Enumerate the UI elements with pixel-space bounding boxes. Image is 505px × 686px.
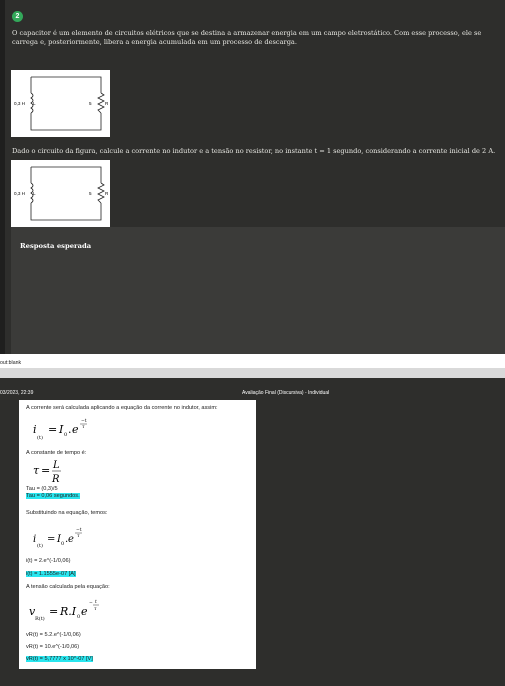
svg-text:0: 0 xyxy=(64,432,68,438)
circuit-diagram-1 xyxy=(11,70,110,137)
question-number-badge: 2 xyxy=(12,11,23,22)
svg-text:τ: τ xyxy=(82,425,85,430)
svg-text:−t: −t xyxy=(76,528,82,533)
svg-text:−: − xyxy=(89,601,93,606)
svg-text:=: = xyxy=(49,605,59,618)
page-separator xyxy=(0,368,505,378)
svg-text:τ: τ xyxy=(77,534,80,539)
current-result: i(t) = 1.1555e-07 [A] xyxy=(26,571,76,577)
inductor-value: 0,3 H xyxy=(14,101,25,106)
svg-text:e: e xyxy=(81,605,88,618)
resistor-label: R xyxy=(105,191,109,196)
svg-text:τ: τ xyxy=(94,607,97,612)
svg-text:.: . xyxy=(68,423,72,436)
tau-line-2 xyxy=(26,493,80,499)
equation-resistor-voltage xyxy=(27,598,117,626)
svg-text:e: e xyxy=(68,534,74,545)
current-line-1: i(t) = 2.e^(-1/0,06) xyxy=(26,558,71,564)
print-title: Avaliação Final (Discursiva) - Individual xyxy=(242,390,330,396)
circuit-diagram-2 xyxy=(11,160,110,227)
inductor-value: 0,3 H xyxy=(14,191,25,196)
inductor-label: L xyxy=(33,101,36,106)
substitution-line: Substituindo na equação, temos: xyxy=(26,510,108,516)
resistor-value: 5 xyxy=(89,101,92,106)
answer-card xyxy=(19,400,256,669)
tension-line: A tensão calculada pela equação: xyxy=(26,584,110,590)
svg-text:R(t): R(t) xyxy=(35,616,45,622)
svg-text:−t: −t xyxy=(81,419,87,424)
voltage-result: vR(t) = 5,7777 x 10^-07 [V] xyxy=(26,656,93,662)
svg-text:I: I xyxy=(59,423,64,436)
answer-line-1: A corrente será calculada aplicando a equação da corrente no indutor, assim: xyxy=(26,405,218,411)
svg-text:τ: τ xyxy=(33,464,40,477)
voltage-line-1: vR(t) = 5.2.e^(-1/0,06) xyxy=(26,632,81,638)
inductor-label: L xyxy=(33,191,36,196)
url-text: out:blank xyxy=(0,360,22,366)
answer-line-2: A constante de tempo é: xyxy=(26,450,87,456)
svg-text:0: 0 xyxy=(61,541,65,547)
svg-text:i: i xyxy=(33,534,37,545)
equation-inductor-current xyxy=(31,416,101,444)
resistor-value: 5 xyxy=(89,191,92,196)
svg-text:t: t xyxy=(95,600,97,605)
svg-text:(t): (t) xyxy=(37,435,43,441)
tau-result: Tau = 0,06 segundos. xyxy=(26,493,80,499)
question-intro: O capacitor é um elemento de circuitos elétricos que se destina a armazenar energia em um campo eletrostático. Com esse processo, ele se carrega e, posteriormente, libera a energia acumulada em um processo de descarga. xyxy=(12,29,482,46)
print-datetime: 03/2023, 22:39 xyxy=(0,390,34,396)
svg-text:.: . xyxy=(65,534,69,545)
svg-text:i: i xyxy=(33,423,37,436)
voltage-line-3 xyxy=(26,656,93,662)
svg-text:v: v xyxy=(29,605,36,618)
equation-time-constant xyxy=(31,456,81,486)
svg-text:e: e xyxy=(72,423,79,436)
svg-text:R.I: R.I xyxy=(60,605,77,618)
svg-text:I: I xyxy=(57,534,61,545)
resistor-label: R xyxy=(105,101,109,106)
svg-text:=: = xyxy=(41,464,51,477)
tau-line-1: Tau = (0,3)/5 xyxy=(26,486,58,492)
svg-text:0: 0 xyxy=(77,614,81,620)
left-strip xyxy=(0,0,5,354)
current-line-2 xyxy=(26,571,76,577)
svg-text:L: L xyxy=(53,460,60,471)
voltage-line-2: vR(t) = 10.e^(-1/0,06) xyxy=(26,644,80,650)
equation-current-substituted xyxy=(31,525,101,553)
question-prompt: Dado o circuito da figura, calcule a corrente no indutor e a tensão no resistor, no instante t = 1 segundo, considerando a corrente inicial de 2 A. xyxy=(12,147,496,155)
svg-text:R: R xyxy=(52,474,60,485)
svg-text:=: = xyxy=(47,534,56,545)
svg-text:(t): (t) xyxy=(37,543,43,549)
svg-text:=: = xyxy=(48,423,58,436)
expected-answer-panel xyxy=(11,227,505,354)
expected-answer-title: Resposta esperada xyxy=(20,242,92,250)
